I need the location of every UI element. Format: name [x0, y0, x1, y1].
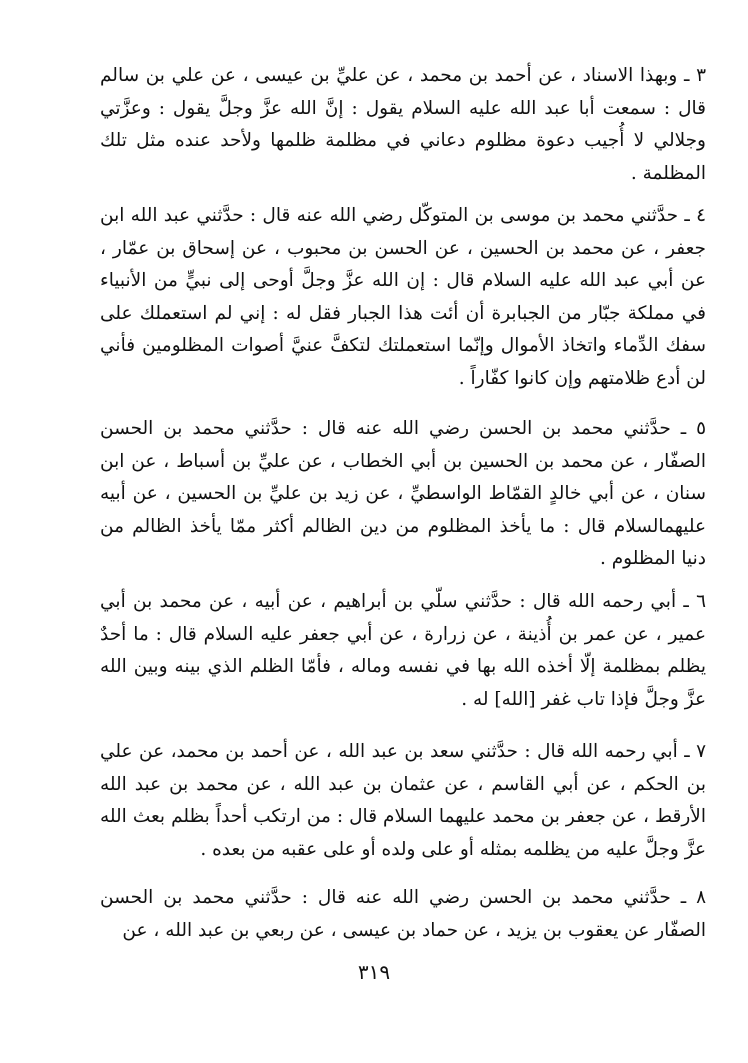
paragraph-6: ٦ ـ أبي رحمه الله قال : حدَّثني سلّي بن أبراهيم ، عن أبيه ، عن محمد بن أبي عمير ، عن عمر بن أُذينة ، عن زرارة ، عن أبي جعفر عليه السلام قال : ما أحدٌ يظلم بمظلمة إلّا أخذه الله بها في نفسه وماله ، فأمّا الظلم الذي بينه وبين الله عزَّ وجلَّ فإذا تاب غفر [الله] له . — [100, 591, 706, 710]
paragraph-3: ٣ ـ وبهذا الاسناد ، عن أحمد بن محمد ، عن عليِّ بن عيسى ، عن علي بن سالم قال : سمعت أبا عبد الله عليه السلام يقول : إنَّ الله عزَّ وجلَّ يقول : وعزَّتي وجلالي لا أُجيب دعوة مظلوم دعاني في مظلمة ظلمها ولأحد عنده مثل تلك المظلمة . — [100, 65, 706, 184]
page-number: ٣١٩ — [357, 960, 391, 984]
paragraph-7: ٧ ـ أبي رحمه الله قال : حدَّثني سعد بن عبد الله ، عن أحمد بن محمد، عن علي بن الحكم ، عن أبي القاسم ، عن عثمان بن عبد الله ، عن محمد بن عبد الله الأرقط ، عن جعفر بن محمد عليهما السلام قال : من ارتكب أحداً بظلم بعث الله عزَّ وجلَّ عليه من يظلمه بمثله أو على ولده أو على عقبه من بعده . — [100, 741, 706, 860]
paragraph-5: ٥ ـ حدَّثني محمد بن الحسن رضي الله عنه قال : حدَّثني محمد بن الحسن الصفّار ، عن محمد بن الحسين بن أبي الخطاب ، عن عليِّ بن أسباط ، عن ابن سنان ، عن أبي خالدٍ القمّاط الواسطيِّ ، عن زيد بن عليِّ بن الحسين ، عن أبيه عليهمالسلام قال : ما يأخذ المظلوم من دين الظالم أكثر ممّا يأخذ الظالم من دنيا المظلوم . — [100, 418, 706, 569]
paragraph-4: ٤ ـ حدَّثني محمد بن موسى بن المتوكّل رضي الله عنه قال : حدَّثني عبد الله ابن جعفر ، عن محمد بن الحسين ، عن الحسن بن محبوب ، عن إسحاق بن عمّار ، عن أبي عبد الله عليه السلام قال : إن الله عزَّ وجلَّ أوحى إلى نبيٍّ من الأنبياء في مملكة جبّار من الجبابرة أن أئت هذا الجبار فقل له : إني لم استعملك على سفك الدِّماء واتخاذ الأموال وإنّما استعملتك لتكفَّ عنيَّ أصوات المظلومين فأني لن أدع ظلامتهم وإن كانوا كفّاراً . — [100, 205, 706, 389]
paragraph-8: ٨ ـ حدَّثني محمد بن الحسن رضي الله عنه قال : حدَّثني محمد بن الحسن الصفّار عن يعقوب بن يزيد ، عن حماد بن عيسى ، عن ربعي بن عبد الله ، عن — [100, 887, 706, 941]
